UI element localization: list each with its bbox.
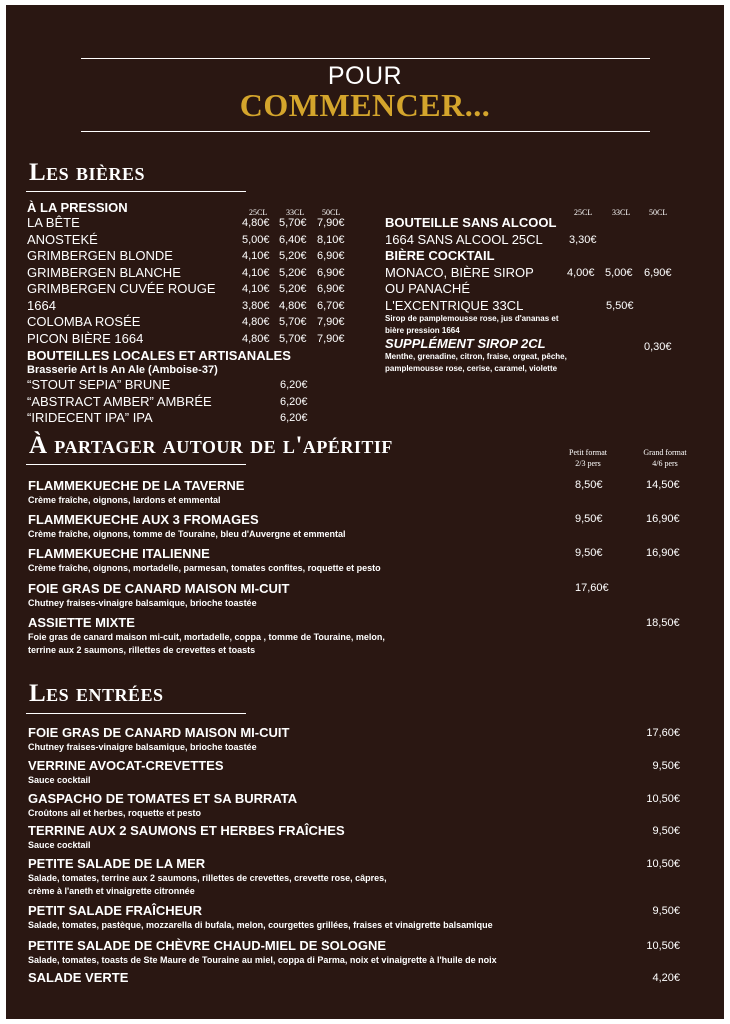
col-header-grand — [633, 447, 697, 469]
entree-item-desc: Croûtons ail et herbes, roquette et pesto — [28, 808, 202, 818]
header-bottom-rule — [81, 131, 650, 132]
sirop-price: 0,30€ — [644, 341, 672, 353]
partager-underline — [26, 464, 246, 465]
partager-price-grand: 16,90€ — [646, 513, 680, 525]
petit-format-pers: 2/3 pers — [575, 459, 601, 468]
pression-price-50: 6,90€ — [317, 267, 345, 279]
partager-item-desc: Crème fraîche, oignons, tomme de Touraine, bleu d'Auvergne et emmental — [28, 529, 346, 539]
grand-format-label: Grand format — [643, 448, 687, 457]
cocktail-title: BIÈRE COCKTAIL — [385, 248, 495, 263]
pression-price-50: 6,70€ — [317, 300, 345, 312]
pression-price-33: 5,20€ — [279, 267, 307, 279]
pression-price-50: 6,90€ — [317, 250, 345, 262]
sans-alcool-title: BOUTEILLE SANS ALCOOL — [385, 215, 557, 230]
section-title-bieres: Les bières — [29, 159, 145, 186]
panache-label: OU PANACHÉ — [385, 281, 470, 296]
locales-title: BOUTEILLES LOCALES ET ARTISANALES — [27, 348, 291, 363]
entree-item-price: 9,50€ — [652, 760, 680, 772]
partager-item-desc: Foie gras de canard maison mi-cuit, mortadelle, coppa , tomme de Touraine, melon, — [28, 632, 385, 642]
partager-price-petit: 17,60€ — [575, 582, 609, 594]
partager-price-petit: 9,50€ — [575, 513, 603, 525]
pression-item-name: GRIMBERGEN CUVÉE ROUGE — [27, 281, 216, 296]
partager-item-desc: Crème fraîche, oignons, lardons et emmental — [28, 495, 221, 505]
entree-item-desc: Sauce cocktail — [28, 775, 91, 785]
locales-subtitle: Brasserie Art Is An Ale (Amboise-37) — [27, 364, 218, 376]
pression-item-name: GRIMBERGEN BLANCHE — [27, 265, 181, 280]
col-header-33cl: 33CL — [286, 208, 305, 217]
bieres-underline — [26, 191, 246, 192]
entree-item-name: PETITE SALADE DE CHÈVRE CHAUD-MIEL DE SOLOGNE — [28, 938, 387, 953]
pression-price-33: 5,20€ — [279, 283, 307, 295]
entree-item-name: SALADE VERTE — [28, 970, 129, 985]
pression-price-25: 4,80€ — [242, 316, 270, 328]
monaco-price-50: 6,90€ — [644, 267, 672, 279]
partager-item-desc: Chutney fraises-vinaigre balsamique, brioche toastée — [28, 598, 257, 608]
partager-item-name: FLAMMEKUECHE ITALIENNE — [28, 546, 210, 561]
locale-item-name: “ABSTRACT AMBER” AMBRÉE — [27, 394, 212, 409]
monaco-price-25: 4,00€ — [567, 267, 595, 279]
partager-price-grand: 18,50€ — [646, 617, 680, 629]
pression-item-name: GRIMBERGEN BLONDE — [27, 248, 173, 263]
partager-price-grand: 14,50€ — [646, 479, 680, 491]
col-header-25cl-right: 25CL — [574, 208, 593, 217]
pression-price-50: 7,90€ — [317, 316, 345, 328]
pression-price-33: 5,70€ — [279, 333, 307, 345]
entree-item-desc: Salade, tomates, pastèque, mozzarella di bufala, melon, courgettes grillées, fraises et vinaigrette balsamique — [28, 920, 493, 930]
sans-alcool-price: 3,30€ — [569, 234, 597, 246]
pression-price-50: 7,90€ — [317, 217, 345, 229]
entree-item-name: PETIT SALADE FRAÎCHEUR — [28, 903, 203, 918]
entree-item-price: 17,60€ — [646, 727, 680, 739]
partager-item-name: FLAMMEKUECHE DE LA TAVERNE — [28, 478, 245, 493]
partager-item-name: ASSIETTE MIXTE — [28, 615, 135, 630]
excentrique-price: 5,50€ — [606, 300, 634, 312]
locale-item-price: 6,20€ — [280, 396, 308, 408]
petit-format-label: Petit format — [569, 448, 607, 457]
entree-item-price: 4,20€ — [652, 972, 680, 984]
sans-alcool-name: 1664 SANS ALCOOL 25CL — [385, 232, 543, 247]
locale-item-name: “STOUT SEPIA” BRUNE — [27, 377, 171, 392]
monaco-price-33: 5,00€ — [605, 267, 633, 279]
pression-item-name: 1664 — [27, 298, 56, 313]
entree-item-price: 10,50€ — [646, 858, 680, 870]
entree-item-name: FOIE GRAS DE CANARD MAISON MI-CUIT — [28, 725, 290, 740]
partager-item-desc: terrine aux 2 saumons, rillettes de crevettes et toasts — [28, 645, 256, 655]
entree-item-name: GASPACHO DE TOMATES ET SA BURRATA — [28, 791, 298, 806]
pression-price-25: 4,80€ — [242, 333, 270, 345]
pression-item-name: ANOSTEKÉ — [27, 232, 98, 247]
entree-item-price: 10,50€ — [646, 793, 680, 805]
header-top-rule — [81, 58, 650, 59]
pression-price-50: 8,10€ — [317, 234, 345, 246]
excentrique-name: L'EXCENTRIQUE 33CL — [385, 298, 524, 313]
col-header-50cl: 50CL — [322, 208, 341, 217]
entree-item-desc: Salade, tomates, terrine aux 2 saumons, rillettes de crevettes, crevette rose, câpres, — [28, 873, 387, 883]
monaco-name: MONACO, BIÈRE SIROP — [385, 265, 534, 280]
pression-price-33: 5,20€ — [279, 250, 307, 262]
pression-price-25: 4,10€ — [242, 283, 270, 295]
partager-price-petit: 8,50€ — [575, 479, 603, 491]
partager-item-name: FLAMMEKUECHE AUX 3 FROMAGES — [28, 512, 259, 527]
pression-price-50: 6,90€ — [317, 283, 345, 295]
col-header-50cl-right: 50CL — [649, 208, 668, 217]
entree-item-desc: Salade, tomates, toasts de Ste Maure de Touraine au miel, coppa di Parma, noix et vinaigrette à l'huile de noix — [28, 955, 497, 965]
entree-item-name: VERRINE AVOCAT-CREVETTES — [28, 758, 224, 773]
entree-item-price: 9,50€ — [652, 905, 680, 917]
entree-item-price: 10,50€ — [646, 940, 680, 952]
sirop-desc-2: pamplemousse rose, cerise, caramel, violette — [385, 364, 558, 373]
menu-page — [6, 5, 724, 1019]
pression-item-name: LA BÊTE — [27, 215, 80, 230]
col-header-petit — [558, 447, 618, 469]
section-title-entrees: Les entrées — [29, 680, 164, 707]
partager-item-desc: Crème fraîche, oignons, mortadelle, parmesan, tomates confites, roquette et pesto — [28, 563, 381, 573]
header-commencer: COMMENCER... — [239, 87, 491, 123]
col-header-33cl-right: 33CL — [612, 208, 631, 217]
section-title-partager: À partager autour de l'apéritif — [29, 432, 393, 459]
locale-item-price: 6,20€ — [280, 379, 308, 391]
excentrique-desc-2: bière pression 1664 — [385, 326, 460, 335]
pression-price-25: 5,00€ — [242, 234, 270, 246]
entree-item-desc: crème à l'aneth et vinaigrette citronnée — [28, 886, 195, 896]
pression-item-name: PICON BIÈRE 1664 — [27, 331, 144, 346]
pression-price-25: 4,80€ — [242, 217, 270, 229]
pression-price-33: 4,80€ — [279, 300, 307, 312]
entrees-underline — [26, 713, 246, 714]
excentrique-desc-1: Sirop de pamplemousse rose, jus d'ananas et — [385, 314, 559, 323]
sirop-title: SUPPLÉMENT SIROP 2CL — [385, 336, 546, 351]
entree-item-desc: Sauce cocktail — [28, 840, 91, 850]
locale-item-price: 6,20€ — [280, 412, 308, 424]
header-pour: POUR — [327, 62, 403, 90]
sirop-desc-1: Menthe, grenadine, citron, fraise, orgeat, pêche, — [385, 352, 567, 361]
partager-price-grand: 16,90€ — [646, 547, 680, 559]
entree-item-price: 9,50€ — [652, 825, 680, 837]
partager-price-petit: 9,50€ — [575, 547, 603, 559]
pression-price-25: 3,80€ — [242, 300, 270, 312]
entree-item-desc: Chutney fraises-vinaigre balsamique, brioche toastée — [28, 742, 257, 752]
col-header-25cl: 25CL — [249, 208, 268, 217]
locale-item-name: “IRIDECENT IPA” IPA — [27, 410, 153, 425]
grand-format-pers: 4/6 pers — [652, 459, 678, 468]
entree-item-name: TERRINE AUX 2 SAUMONS ET HERBES FRAÎCHES — [28, 823, 345, 838]
pression-price-25: 4,10€ — [242, 267, 270, 279]
pression-price-33: 5,70€ — [279, 217, 307, 229]
pression-price-50: 7,90€ — [317, 333, 345, 345]
pression-price-33: 5,70€ — [279, 316, 307, 328]
pression-title: À LA PRESSION — [27, 200, 128, 215]
partager-item-name: FOIE GRAS DE CANARD MAISON MI-CUIT — [28, 581, 290, 596]
pression-price-25: 4,10€ — [242, 250, 270, 262]
pression-price-33: 6,40€ — [279, 234, 307, 246]
pression-item-name: COLOMBA ROSÉE — [27, 314, 141, 329]
entree-item-name: PETITE SALADE DE LA MER — [28, 856, 206, 871]
